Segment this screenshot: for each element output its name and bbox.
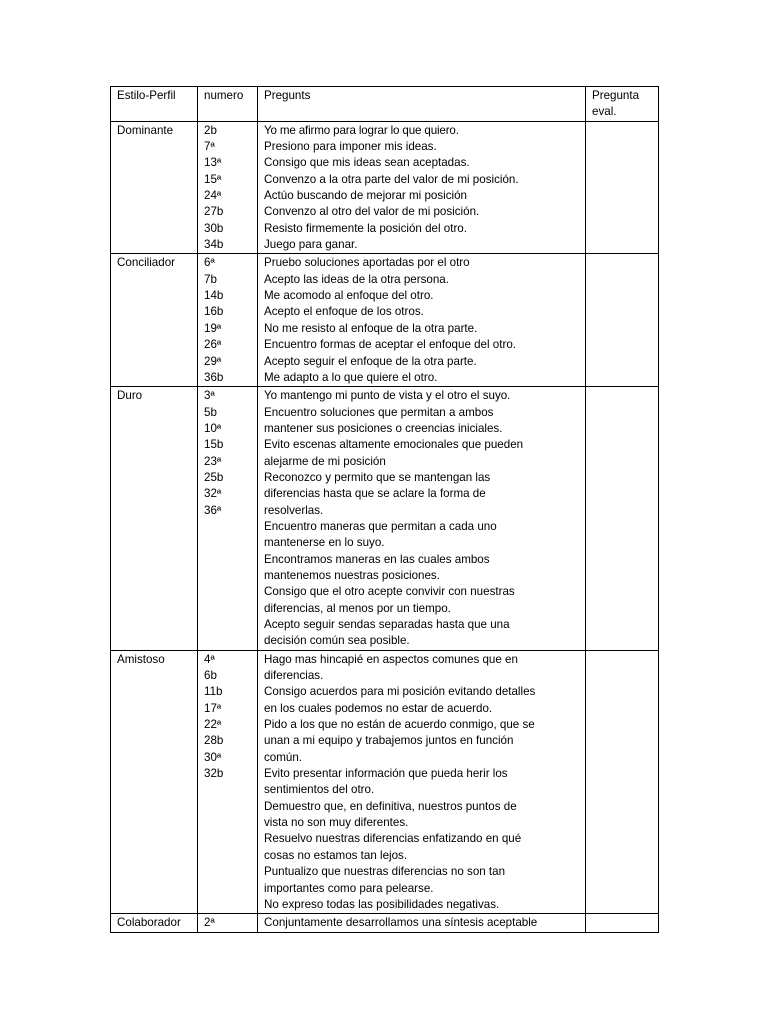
eval-cell[interactable] [586,387,659,651]
numero-item: 14b [204,289,224,303]
pregunta-item: Resuelvo nuestras diferencias enfatizando en qué cosas no estamos tan lejos. [264,832,522,862]
pregunta-item: Acepto el enfoque de los otros. [264,305,424,319]
style-row-1 [111,254,659,387]
pregunta-item: Evito presentar información que pueda herir los sentimientos del otro. [264,767,508,797]
preguntas-cell [258,914,586,932]
numero-item: 3ª [204,389,215,403]
pregunta-item: Hago mas hincapié en aspectos comunes que en diferencias. [264,652,518,683]
numero-item: 23ª [204,454,222,468]
pregunta-item: Conjuntamente desarrollamos una síntesis aceptable [264,916,538,930]
estilo-cell: Amistoso [111,650,198,914]
eval-cell[interactable] [586,650,659,914]
numero-item: 15ª [204,172,222,186]
pregunta-item: Me adapto a lo que quiere el otro. [264,370,438,384]
estilo-cell: Colaborador [111,914,198,932]
numero-item: 34b [204,238,224,252]
numero-item: 32ª [204,487,222,501]
pregunta-item: Pido a los que no están de acuerdo conmigo, que se unan a mi equipo y trabajemos juntos en función común. [264,718,535,764]
numero-item: 6b [204,669,217,683]
numero-item: 6ª [204,256,215,270]
numero-item: 4ª [204,652,215,666]
header-numero: numero [198,87,258,122]
numero-cell [198,914,258,932]
numero-item: 15b [204,438,224,452]
header-eval: Pregunta eval. [586,87,659,122]
style-row-2 [111,387,659,651]
preguntas-cell [258,650,586,914]
header-row [111,87,659,122]
numero-item: 28b [204,734,224,748]
pregunta-item: Consigo que el otro acepte convivir con nuestras diferencias, al menos por un tiempo. [264,585,515,615]
pregunta-item: Me acomodo al enfoque del otro. [264,289,434,303]
numero-item: 13ª [204,156,222,170]
numero-cell [198,387,258,651]
numero-item: 7ª [204,140,215,154]
numero-item: 36ª [204,503,222,517]
pregunta-item: Juego para ganar. [264,238,358,252]
style-row-0 [111,121,659,254]
estilo-cell: Dominante [111,121,198,254]
numero-item: 22ª [204,718,222,732]
numero-item: 16b [204,305,224,319]
pregunta-item: Evito escenas altamente emocionales que pueden alejarme de mi posición [264,438,524,468]
numero-item: 19ª [204,321,222,335]
pregunta-item: Reconozco y permito que se mantengan las diferencias hasta que se aclare la forma de resolverlas. [264,470,491,517]
pregunta-item: Puntualizo que nuestras diferencias no son tan importantes como para pelearse. [264,865,506,895]
eval-cell[interactable] [586,121,659,254]
pregunta-item: Resisto firmemente la posición del otro. [264,221,467,235]
numero-item: 32b [204,767,224,781]
eval-cell[interactable] [586,914,659,932]
questionnaire-table [110,86,659,933]
numero-item: 25b [204,470,224,484]
pregunta-item: Encuentro soluciones que permitan a ambos mantener sus posiciones o creencias iniciales. [264,405,503,435]
numero-item: 17ª [204,701,222,715]
numero-item: 29ª [204,354,222,368]
pregunta-item: Actúo buscando de mejorar mi posición [264,189,467,203]
pregunta-item: Encontramos maneras en las cuales ambos mantenemos nuestras posiciones. [264,552,490,582]
pregunta-item: Encuentro formas de aceptar el enfoque del otro. [264,338,516,352]
preguntas-cell [258,387,586,651]
pregunta-item: Yo me afirmo para lograr lo que quiero. [264,123,459,137]
numero-item: 10ª [204,421,222,435]
style-row-4 [111,914,659,932]
pregunta-item: Acepto seguir el enfoque de la otra parte. [264,354,477,368]
numero-item: 30b [204,221,224,235]
estilo-cell: Duro [111,387,198,651]
numero-item: 2b [204,123,217,137]
numero-item: 36b [204,370,224,384]
style-row-3 [111,650,659,914]
pregunta-item: Pruebo soluciones aportadas por el otro [264,256,470,270]
pregunta-item: Acepto seguir sendas separadas hasta que una decisión común sea posible. [264,618,510,648]
numero-item: 11b [204,685,223,699]
pregunta-item: Convenzo a la otra parte del valor de mi posición. [264,172,519,186]
pregunta-item: Consigo que mis ideas sean aceptadas. [264,156,470,170]
numero-cell [198,121,258,254]
numero-item: 27b [204,205,224,219]
numero-item: 7b [204,272,217,286]
pregunta-item: Demuestro que, en definitiva, nuestros puntos de vista no son muy diferentes. [264,799,517,830]
eval-cell[interactable] [586,254,659,387]
estilo-cell: Conciliador [111,254,198,387]
numero-item: 30ª [204,750,222,764]
pregunta-item: No me resisto al enfoque de la otra parte. [264,321,478,335]
numero-item: 26ª [204,338,222,352]
preguntas-cell [258,254,586,387]
numero-cell [198,650,258,914]
numero-cell [198,254,258,387]
pregunta-item: Yo mantengo mi punto de vista y el otro el suyo. [264,389,511,403]
pregunta-item: Presiono para imponer mis ideas. [264,140,437,154]
header-estilo: Estilo-Perfil [111,87,198,122]
numero-item: 5b [204,405,217,419]
numero-item: 2ª [204,916,215,930]
numero-item: 24ª [204,189,222,203]
pregunta-item: Acepto las ideas de la otra persona. [264,272,449,286]
preguntas-cell [258,121,586,254]
pregunta-item: Convenzo al otro del valor de mi posición. [264,205,480,219]
pregunta-item: No expreso todas las posibilidades negativas. [264,897,500,911]
pregunta-item: Encuentro maneras que permitan a cada uno mantenerse en lo suyo. [264,519,497,550]
header-preguntas: Pregunts [258,87,586,122]
pregunta-item: Consigo acuerdos para mi posición evitando detalles en los cuales podemos no estar de acuerdo. [264,685,536,715]
